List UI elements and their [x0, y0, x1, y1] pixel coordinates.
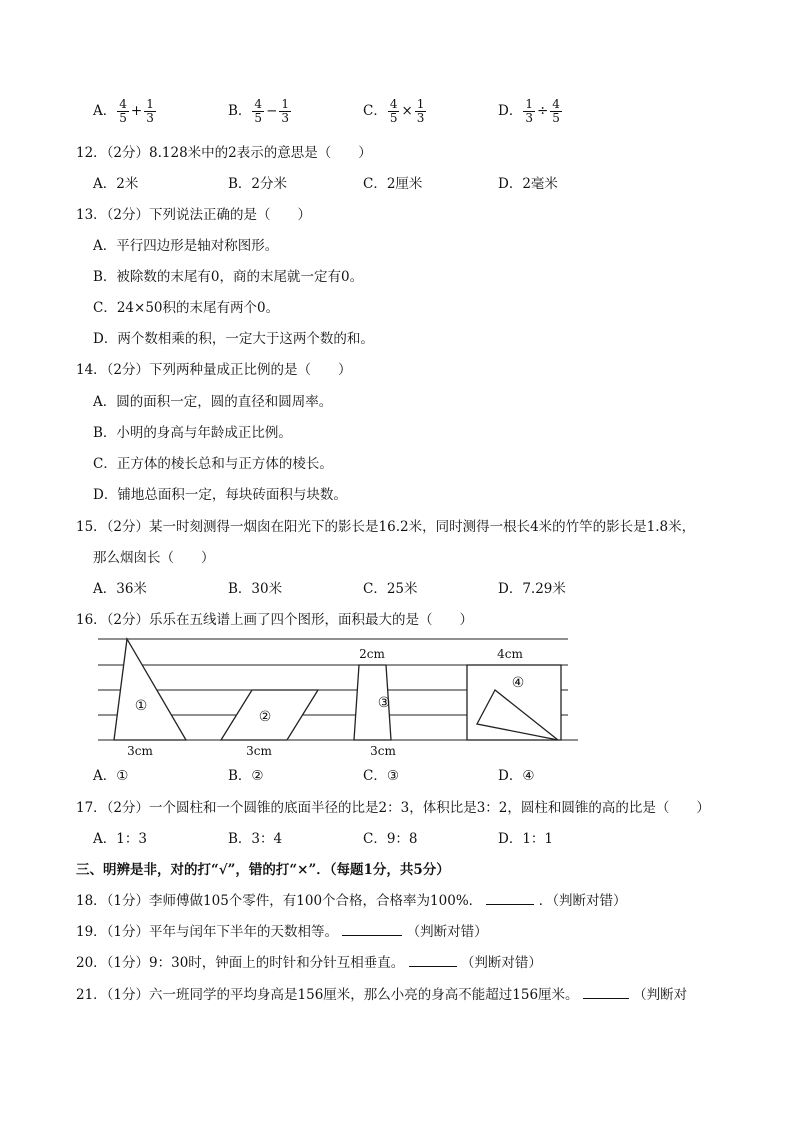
q15-stem-line2: 那么烟囱长（ ） — [93, 550, 215, 566]
label-3cm-shape3: 3cm — [370, 744, 396, 758]
q12-option-a: A．2米 — [93, 176, 139, 192]
q15-option-a: A．36米 — [93, 581, 147, 597]
q18-text: 18．（1分）李师傅做105个零件，有100个合格，合格率为100%． — [76, 893, 483, 909]
q15-stem-line1: 15．（2分）某一时刻测得一烟囱在阳光下的影长是16.2米，同时测得一根长4米的竹竿的影长是1.8米， — [76, 519, 696, 535]
q13-stem: 13．（2分）下列说法正确的是（ ） — [76, 207, 312, 223]
q18-answer-blank[interactable] — [486, 892, 534, 905]
marker-shape-3: ③ — [377, 695, 391, 711]
q16-option-d: D．④ — [498, 768, 535, 784]
q19 — [76, 923, 488, 941]
label-2cm: 2cm — [359, 647, 385, 661]
q15-options — [93, 580, 713, 598]
q16-option-b: B．② — [228, 768, 264, 784]
q17-option-a: A．1：3 — [93, 831, 147, 847]
q12-option-c: C．2厘米 — [363, 176, 423, 192]
q12-option-b: B．2分米 — [228, 176, 288, 192]
q20-tail: （判断对错） — [460, 955, 542, 971]
q11-option-b: B． $\frac{4}{5}$ − $\frac{1}{3}$ — [228, 97, 290, 125]
q17-stem: 17．（2分）一个圆柱和一个圆锥的底面半径的比是2：3，体积比是3：2，圆柱和圆锥的高的比是（ ） — [76, 800, 710, 816]
label-4cm: 4cm — [497, 647, 523, 661]
q13-option-d: D．两个数相乘的积，一定大于这两个数的和。 — [93, 331, 374, 347]
q12-options — [93, 175, 713, 193]
q16-option-c: C．③ — [363, 768, 399, 784]
q14-option-c: C．正方体的棱长总和与正方体的棱长。 — [93, 456, 333, 472]
q17-option-d: D．1：1 — [498, 831, 554, 847]
q13-option-a: A．平行四边形是轴对称图形。 — [93, 238, 279, 254]
marker-shape-4: ④ — [511, 675, 525, 691]
q14-option-a: A．圆的面积一定，圆的直径和圆周率。 — [93, 394, 333, 410]
q17-option-c: C．9：8 — [363, 831, 418, 847]
q14-stem: 14．（2分）下列两种量成正比例的是（ ） — [76, 362, 352, 378]
q11-option-a: A． $\frac{4}{5}$ + $\frac{1}{3}$ — [93, 97, 154, 125]
q13-option-b: B．被除数的末尾有0，商的末尾就一定有0。 — [93, 269, 364, 285]
q15-option-d: D．7.29米 — [498, 581, 566, 597]
q16-stem: 16．（2分）乐乐在五线谱上画了四个图形，面积最大的是（ ） — [76, 612, 474, 628]
q11-option-d: D． $\frac{1}{3}$ ÷ $\frac{4}{5}$ — [498, 97, 560, 125]
q11-options — [93, 98, 713, 125]
q21 — [76, 986, 687, 1004]
q21-answer-blank[interactable] — [583, 986, 629, 999]
q18-tail: ．（判断对错） — [538, 893, 627, 909]
q20-text: 20．（1分）9：30时，钟面上的时针和分针互相垂直。 — [76, 955, 405, 971]
q19-answer-blank[interactable] — [342, 923, 402, 936]
q17-option-b: B．3：4 — [228, 831, 283, 847]
q13-option-c: C．24×50积的末尾有两个0。 — [93, 300, 280, 316]
q16-options — [93, 767, 713, 785]
q19-text: 19．（1分）平年与闰年下半年的天数相等。 — [76, 924, 339, 940]
marker-shape-1: ① — [134, 698, 148, 714]
q14-option-b: B．小明的身高与年龄成正比例。 — [93, 425, 292, 441]
marker-shape-2: ② — [258, 709, 272, 725]
q12-stem: 12．（2分）8.128米中的2表示的意思是（ ） — [76, 145, 372, 161]
q21-text: 21．（1分）六一班同学的平均身高是156厘米，那么小亮的身高不能超过156厘米。 — [76, 987, 579, 1003]
q15-option-b: B．30米 — [228, 581, 283, 597]
q11-option-c: C． $\frac{4}{5}$ × $\frac{1}{3}$ — [363, 97, 425, 125]
q15-option-c: C．25米 — [363, 581, 418, 597]
q20-answer-blank[interactable] — [409, 954, 457, 967]
q17-options — [93, 830, 713, 848]
q20 — [76, 954, 542, 972]
q18 — [76, 892, 627, 910]
section-3-title: 三、明辨是非，对的打“√”，错的打“×”．（每题1分，共5分） — [76, 862, 450, 878]
q12-option-d: D．2毫米 — [498, 176, 558, 192]
q14-option-d: D．铺地总面积一定，每块砖面积与块数。 — [93, 487, 347, 503]
label-3cm-shape2: 3cm — [246, 744, 272, 758]
label-3cm-shape1: 3cm — [127, 744, 153, 758]
q16-option-a: A．① — [93, 768, 129, 784]
q21-tail: （判断对 — [633, 987, 688, 1003]
staff-shapes-figure — [90, 634, 580, 764]
q19-tail: （判断对错） — [406, 924, 488, 940]
